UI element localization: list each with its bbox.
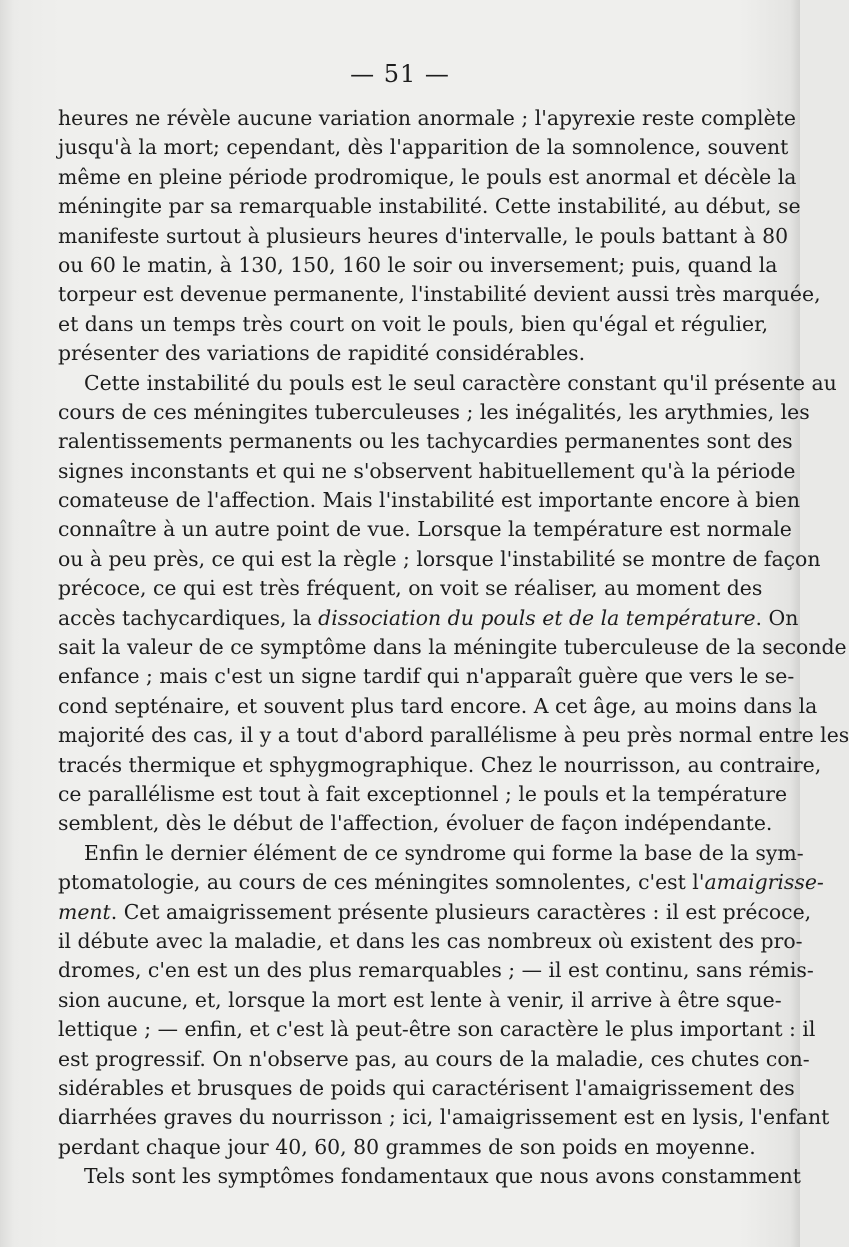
text-line: jusqu'à la mort; cependant, dès l'apparition de la somnolence, souvent <box>58 135 789 160</box>
paragraph <box>58 839 830 1162</box>
text-line: et dans un temps très court on voit le pouls, bien qu'égal et régulier, <box>58 311 769 336</box>
text-line: Cette instabilité du pouls est le seul caractère constant qu'il présente au <box>84 370 837 395</box>
text-line: ce parallélisme est tout à fait exceptionnel ; le pouls et la température <box>58 781 788 806</box>
text-line: sion aucune, et, lorsque la mort est lente à venir, il arrive à être sque- <box>58 987 782 1012</box>
text-line: cond septénaire, et souvent plus tard encore. A cet âge, au moins dans la <box>58 693 818 718</box>
text-line: Enfin le dernier élément de ce syndrome qui forme la base de la sym- <box>84 840 804 865</box>
text-line: présenter des variations de rapidité considérables. <box>58 341 586 366</box>
text-line: même en pleine période prodromique, le pouls est anormal et décèle la <box>58 164 797 189</box>
paragraph <box>58 369 849 839</box>
text-line: ou à peu près, ce qui est la règle ; lorsque l'instabilité se montre de façon <box>58 546 821 571</box>
text-line: heures ne révèle aucune variation anormale ; l'apyrexie reste complète <box>58 106 796 130</box>
text-line: enfance ; mais c'est un signe tardif qui n'apparaît guère que vers le se- <box>58 664 795 689</box>
text-line: est progressif. On n'observe pas, au cours de la maladie, ces chutes con- <box>58 1046 810 1071</box>
paragraph <box>58 1162 801 1191</box>
text-line: connaître à un autre point de vue. Lorsque la température est normale <box>58 517 792 542</box>
text-line: torpeur est devenue permanente, l'instabilité devient aussi très marquée, <box>58 282 821 307</box>
text-line: précoce, ce qui est très fréquent, on voit se réaliser, au moment des <box>58 576 763 601</box>
text-line: manifeste surtout à plusieurs heures d'intervalle, le pouls battant à 80 <box>58 223 789 248</box>
text-line: dromes, c'en est un des plus remarquables ; — il est continu, sans rémis- <box>58 958 814 983</box>
text-line: cours de ces méningites tuberculeuses ; les inégalités, les arythmies, les <box>58 399 810 424</box>
text-line: lettique ; — enfin, et c'est là peut-être son caractère le plus important : il <box>58 1017 816 1042</box>
text-line: tracés thermique et sphygmographique. Chez le nourrisson, au contraire, <box>58 752 822 777</box>
text-line: majorité des cas, il y a tout d'abord parallélisme à peu près normal entre les <box>58 723 849 748</box>
text-line: accès tachycardiques, la dissociation du pouls et de la température. On <box>58 605 799 630</box>
text-line: méningite par sa remarquable instabilité. Cette instabilité, au début, se <box>58 194 801 219</box>
page-number: — 51 — <box>350 60 450 88</box>
text-line: signes inconstants et qui ne s'observent habituellement qu'à la période <box>58 458 796 483</box>
text-line: perdant chaque jour 40, 60, 80 grammes de son poids en moyenne. <box>58 1134 756 1159</box>
text-line: sidérables et brusques de poids qui caractérisent l'amaigrissement des <box>58 1075 795 1100</box>
text-line: il débute avec la maladie, et dans les cas nombreux où existent des pro- <box>58 928 803 953</box>
text-line: ralentissements permanents ou les tachycardies permanentes sont des <box>58 429 793 454</box>
text-line: semblent, dès le début de l'affection, évoluer de façon indépendante. <box>58 811 773 836</box>
text-line: ment. Cet amaigrissement présente plusieurs caractères : il est précoce, <box>58 899 812 924</box>
text-line: ptomatologie, au cours de ces méningites somnolentes, c'est l'amaigrisse- <box>58 870 824 895</box>
text-line: diarrhées graves du nourrisson ; ici, l'amaigrissement est en lysis, l'enfant <box>58 1105 830 1130</box>
body-text <box>58 104 849 1191</box>
text-line: Tels sont les symptômes fondamentaux que nous avons constamment <box>84 1164 801 1189</box>
text-line: ou 60 le matin, à 130, 150, 160 le soir ou inversement; puis, quand la <box>58 252 778 277</box>
paragraph <box>58 104 821 369</box>
text-line: sait la valeur de ce symptôme dans la méningite tuberculeuse de la seconde <box>58 635 847 660</box>
text-line: comateuse de l'affection. Mais l'instabilité est importante encore à bien <box>58 488 800 513</box>
